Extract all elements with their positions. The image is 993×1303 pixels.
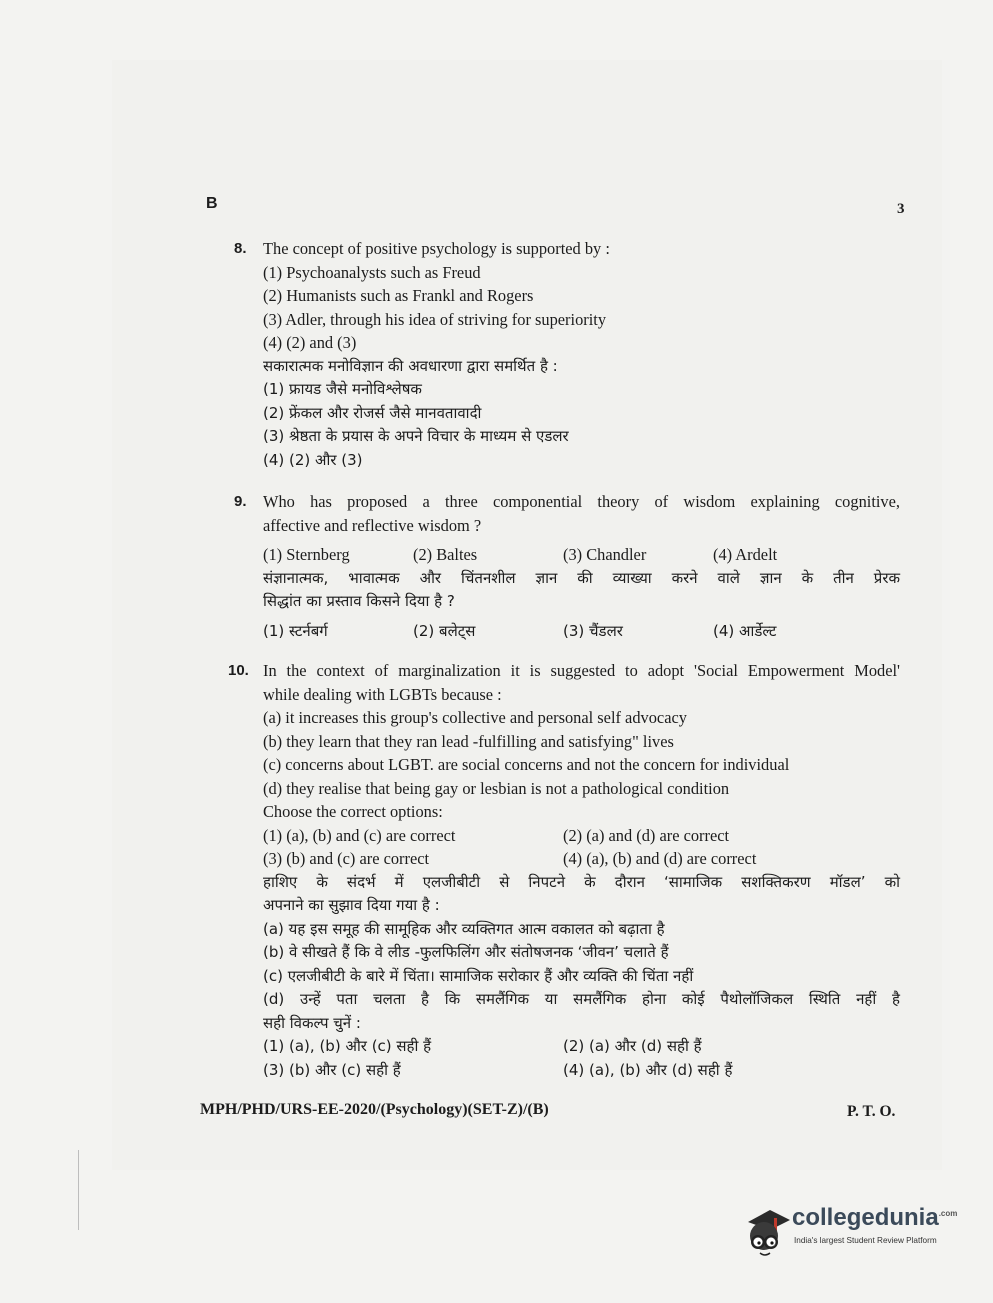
question-text-hindi: सिद्धांत का प्रस्ताव किसने दिया है ? <box>263 592 455 610</box>
question-text: In the context of marginalization it is suggested to adopt 'Social Empowerment Model' <box>263 661 900 680</box>
collegedunia-logo <box>740 1200 960 1262</box>
question-number: 8. <box>234 240 247 257</box>
option-hindi: (4) (a), (b) और (d) सही हैं <box>563 1060 733 1079</box>
statement-hindi: (d) उन्हें पता चलता है कि समलैंगिक या समलैंगिक होना कोई पैथोलॉजिकल स्थिति नहीं है <box>263 990 900 1008</box>
statement: (c) concerns about LGBT. are social concerns and not the concern for individual <box>263 755 790 774</box>
option-hindi: (1) स्टर्नबर्ग <box>263 621 328 640</box>
option: (1) Sternberg <box>263 545 350 564</box>
mascot-icon <box>740 1200 792 1260</box>
question-text: while dealing with LGBTs because : <box>263 684 502 704</box>
question-text-hindi: हाशिए के संदर्भ में एलजीबीटी से निपटने के दौरान ‘सामाजिक सशक्तिकरण मॉडल’ को <box>263 872 900 891</box>
statement-hindi: (a) यह इस समूह की सामूहिक और व्यक्तिगत आत्म वकालत को बढ़ाता है <box>263 919 665 938</box>
option: (4) (a), (b) and (d) are correct <box>563 849 757 868</box>
question-10 <box>228 659 900 1082</box>
option: (2) Baltes <box>413 545 478 564</box>
question-text: Who has proposed a three componential theory of wisdom explaining cognitive, <box>263 492 900 511</box>
question-text-hindi: संज्ञानात्मक, भावात्मक और चिंतनशील ज्ञान की व्याख्या करने वाले ज्ञान के तीन प्रेरक <box>263 568 900 587</box>
logo-name: collegedunia <box>792 1204 939 1231</box>
option-hindi: (3) श्रेष्ठता के प्रयास के अपने विचार के माध्यम से एडलर <box>263 427 569 445</box>
option: (3) Chandler <box>563 545 647 564</box>
question-text-hindi: अपनाने का सुझाव दिया गया है : <box>263 896 440 914</box>
question-9 <box>228 490 900 643</box>
option-hindi: (4) (2) और (3) <box>263 450 363 469</box>
option-hindi: (4) आर्डेल्ट <box>713 621 777 640</box>
statement: (a) it increases this group's collective and personal self advocacy <box>263 708 687 727</box>
option: (2) Humanists such as Frankl and Rogers <box>263 286 534 305</box>
options-row-hindi <box>263 620 900 644</box>
options-row <box>263 543 900 567</box>
option: (1) (a), (b) and (c) are correct <box>263 825 456 845</box>
option: (3) Adler, through his idea of striving for superiority <box>263 309 607 329</box>
logo-domain: .com <box>938 1209 958 1218</box>
logo-wordmark <box>792 1204 957 1232</box>
question-text: affective and reflective wisdom ? <box>263 515 482 535</box>
statement-hindi: (b) वे सीखते हैं कि वे लीड -फुलफिलिंग और संतोषजनक ‘जीवन’ चलाते हैं <box>263 943 669 961</box>
option-hindi: (1) (a), (b) और (c) सही हैं <box>263 1037 432 1055</box>
options-row <box>263 824 900 848</box>
option-hindi: (2) (a) और (d) सही हैं <box>563 1037 702 1055</box>
option: (2) (a) and (d) are correct <box>563 825 730 845</box>
statement: (b) they learn that they ran lead -fulfilling and satisfying" lives <box>263 731 674 751</box>
option-hindi: (2) बलेट्स <box>413 621 476 640</box>
option-hindi: (1) फ्रायड जैसे मनोविश्लेषक <box>263 380 422 398</box>
choose-instruction: Choose the correct options: <box>263 802 443 821</box>
option-hindi: (3) चैंडलर <box>563 621 623 640</box>
option: (4) (2) and (3) <box>263 333 357 352</box>
options-row-hindi <box>263 1035 900 1059</box>
option: (3) (b) and (c) are correct <box>263 849 430 868</box>
statement: (d) they realise that being gay or lesbian is not a pathological condition <box>263 778 730 798</box>
pto-label: P. T. O. <box>847 1103 896 1120</box>
margin-rule <box>78 1150 79 1230</box>
options-row-hindi <box>263 1059 900 1083</box>
option: (4) Ardelt <box>713 545 778 564</box>
page-number: 3 <box>897 201 905 217</box>
choose-instruction-hindi: सही विकल्प चुनें : <box>263 1013 361 1032</box>
question-number: 10. <box>228 662 249 679</box>
options-row <box>263 847 900 871</box>
question-8 <box>228 237 900 472</box>
option-hindi: (2) फ्रेंकल और रोजर्स जैसे मानवतावादी <box>263 403 482 422</box>
paper-code: MPH/PHD/URS-EE-2020/(Psychology)(SET-Z)/(B) <box>200 1101 549 1118</box>
set-label: B <box>206 195 218 212</box>
question-text: The concept of positive psychology is supported by : <box>263 239 610 258</box>
question-number: 9. <box>234 493 247 510</box>
statement-hindi: (c) एलजीबीटी के बारे में चिंता। सामाजिक सरोकार हैं और व्यक्ति की चिंता नहीं <box>263 966 694 985</box>
option-hindi: (3) (b) और (c) सही हैं <box>263 1060 401 1079</box>
logo-tagline: India's largest Student Review Platform <box>794 1236 937 1245</box>
question-text-hindi: सकारात्मक मनोविज्ञान की अवधारणा द्वारा समर्थित है : <box>263 356 558 375</box>
option: (1) Psychoanalysts such as Freud <box>263 262 481 282</box>
